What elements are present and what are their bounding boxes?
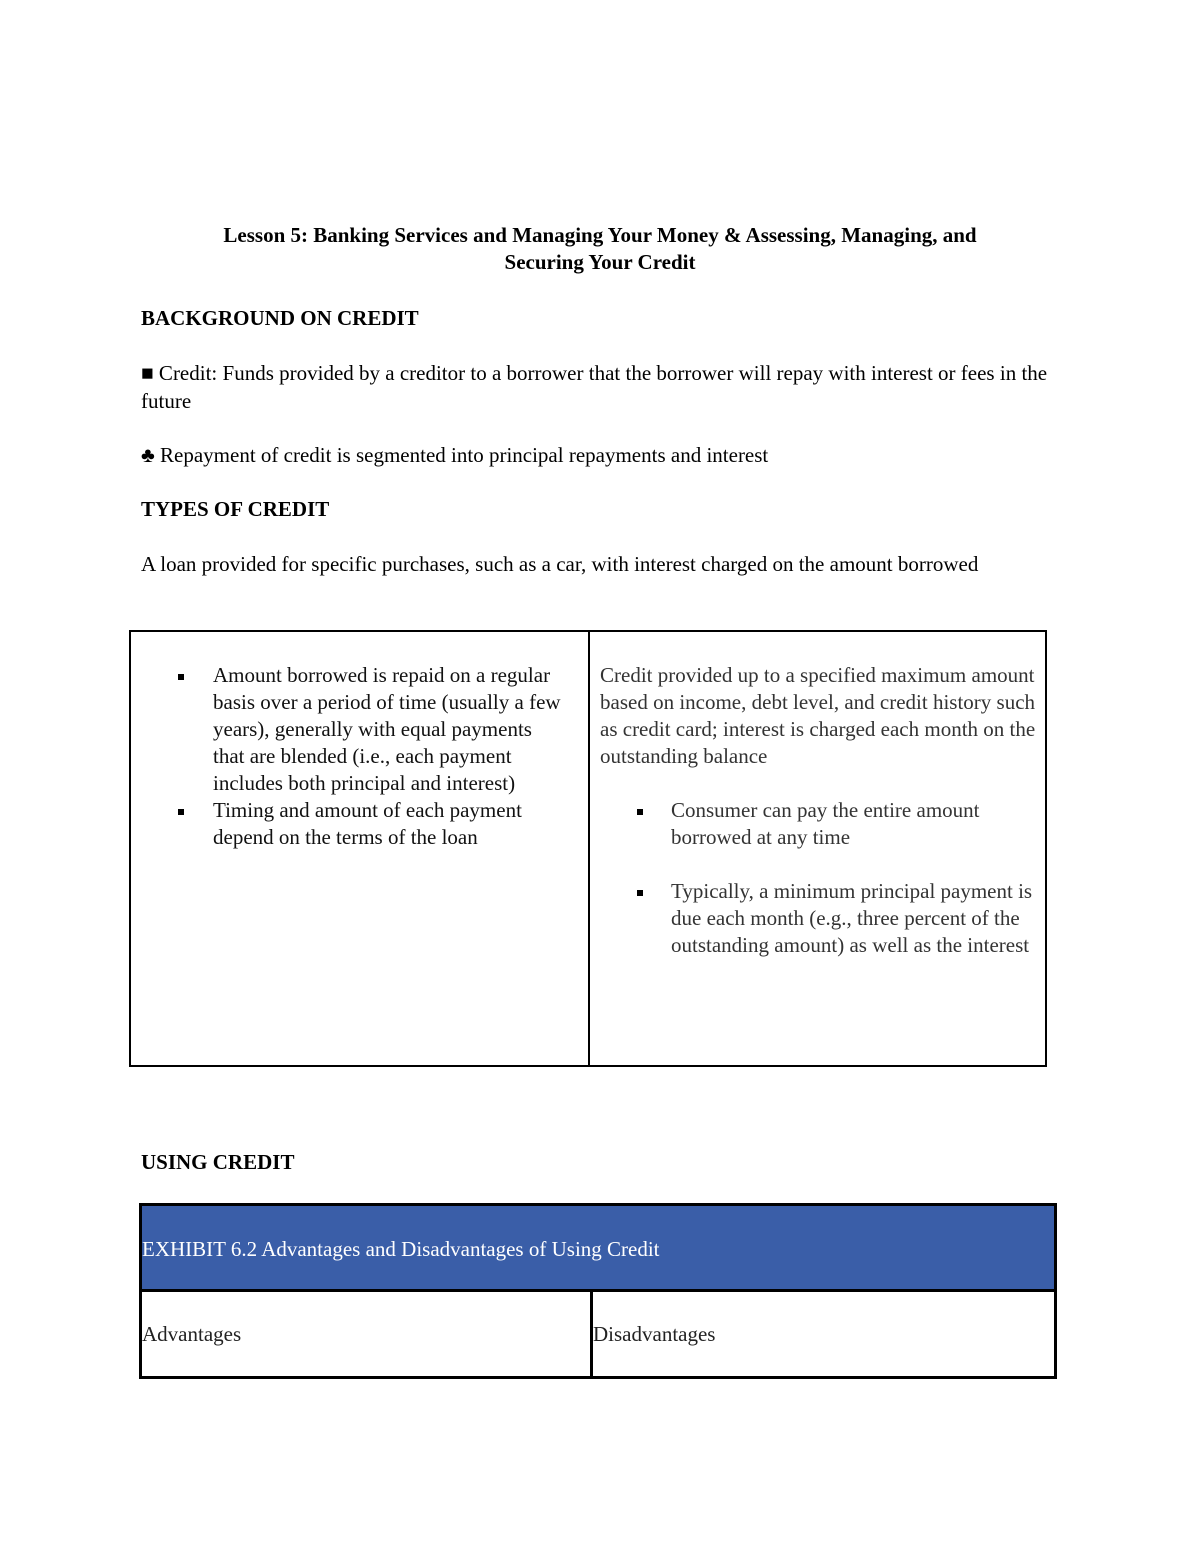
title-line-2: Securing Your Credit xyxy=(504,250,696,274)
title-line-1: Lesson 5: Banking Services and Managing Your Money & Assessing, Managing, and xyxy=(223,223,977,247)
revolving-credit-intro: Credit provided up to a specified maximum amount based on income, debt level, and credit history such as credit card; interest is charged each month on the outstanding balance xyxy=(600,663,1036,768)
square-bullet-icon xyxy=(178,674,184,680)
installment-bullet-list xyxy=(131,662,568,851)
section-heading-types: TYPES OF CREDIT xyxy=(141,497,330,521)
square-bullet-icon xyxy=(637,809,643,815)
exhibit-header-row xyxy=(142,1292,1054,1376)
installment-credit-cell xyxy=(131,632,590,1065)
list-item: Timing and amount of each payment depend on the terms of the loan xyxy=(131,797,568,851)
credit-definition: ■ Credit: Funds provided by a creditor to a borrower that the borrower will repay with interest or fees in the future xyxy=(141,361,1048,413)
types-intro: A loan provided for specific purchases, such as a car, with interest charged on the amount borrowed xyxy=(141,552,979,576)
section-heading-using: USING CREDIT xyxy=(141,1150,295,1174)
list-item: Consumer can pay the entire amount borrowed at any time xyxy=(600,797,1037,851)
revolving-credit-cell xyxy=(590,632,1045,1065)
exhibit-table xyxy=(139,1203,1057,1379)
repayment-note: ♣ Repayment of credit is segmented into principal repayments and interest xyxy=(141,443,769,467)
list-item: Typically, a minimum principal payment is due each month (e.g., three percent of the outstanding amount) as well as the interest xyxy=(600,878,1037,959)
square-bullet-icon xyxy=(178,809,184,815)
page-title xyxy=(140,222,1060,276)
list-item: Amount borrowed is repaid on a regular basis over a period of time (usually a few years), generally with equal payments that are blended (i.e., each payment includes both principal and interest) xyxy=(131,662,568,797)
square-bullet-icon xyxy=(637,890,643,896)
types-of-credit-table xyxy=(129,630,1047,1067)
section-heading-background: BACKGROUND ON CREDIT xyxy=(141,306,419,330)
exhibit-title: EXHIBIT 6.2 Advantages and Disadvantages of Using Credit xyxy=(142,1206,1054,1292)
advantages-column-header: Advantages xyxy=(142,1292,593,1376)
disadvantages-column-header: Disadvantages xyxy=(593,1322,716,1346)
revolving-bullet-list xyxy=(600,797,1037,959)
